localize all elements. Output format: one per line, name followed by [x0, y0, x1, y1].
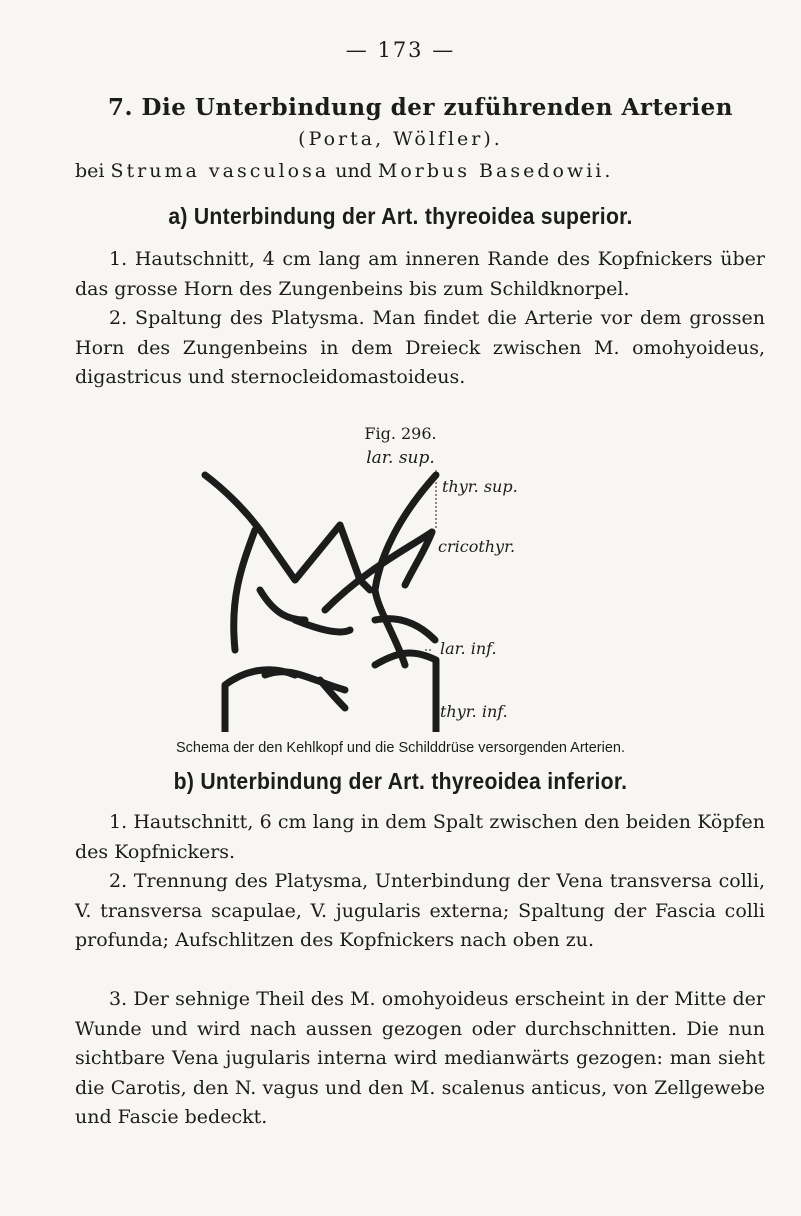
- paragraph-b1: 1. Hautschnitt, 6 cm lang in dem Spalt zwischen den beiden Köpfen des Kopfnickers.: [75, 811, 765, 863]
- section-subtitle: (Porta, Wölfler).: [298, 128, 503, 150]
- paragraph-b2: 2. Trennung des Platysma, Unterbindung der Vena transversa colli, V. transversa scapulae, V. jugularis externa; Spaltung der Fascia colli profunda; Aufschlitzen des Kopfnickers nach oben zu.: [75, 870, 765, 951]
- indication-basedow: Morbus Basedowii.: [377, 160, 614, 182]
- heading-thyreoidea-inferior: b) Unterbindung der Art. thyreoidea inferior.: [173, 768, 628, 794]
- indication-struma: Struma vasculosa: [110, 160, 330, 182]
- label-cricothyr: cricothyr.: [438, 537, 516, 556]
- right-middle-branch: [375, 619, 435, 640]
- heading-thyreoidea-superior: a) Unterbindung der Art. thyreoidea superior.: [168, 203, 633, 229]
- indication-mid: und: [329, 160, 378, 182]
- paragraph-a2: 2. Spaltung des Platysma. Man findet die Arterie vor dem grossen Horn des Zungenbeins in dem Dreieck zwischen M. omohyoideus, digastricus und sternocleidomastoideus.: [75, 307, 765, 388]
- label-thyr-sup: thyr. sup.: [442, 477, 518, 496]
- section-title: 7. Die Unterbindung der zuführenden Arterien: [108, 94, 733, 121]
- label-leaders: [425, 470, 436, 650]
- paragraph-a1: 1. Hautschnitt, 4 cm lang am inneren Rande des Kopfnickers über das grosse Horn des Zungenbeins bis zum Schildknorpel.: [75, 248, 765, 300]
- left-lateral-vessel: [234, 530, 255, 650]
- page-number: — 173 —: [345, 38, 456, 62]
- figure-caption: Schema der den Kehlkopf und die Schilddrüse versorgenden Arterien.: [176, 740, 625, 756]
- arterial-vessels: [205, 475, 436, 732]
- left-inferior-artery: [225, 670, 295, 732]
- indication-prefix: bei: [75, 160, 111, 182]
- label-thyr-inf: thyr. inf.: [440, 702, 508, 721]
- left-superior-artery: [205, 475, 370, 590]
- paragraph-b3: 3. Der sehnige Theil des M. omohyoideus erscheint in der Mitte der Wunde und wird nach aussen gezogen oder durchschnitten. Die nun sichtbare Vena jugularis interna wird medianwärts gezogen: man sieht die Carotis, den N. vagus und den M. scalenus anticus, von Zellgewebe und Fascie bedeckt.: [75, 988, 765, 1128]
- left-lower-branch: [260, 590, 305, 620]
- arterial-schema-figure: [200, 470, 620, 732]
- label-lar-inf: lar. inf.: [440, 639, 497, 658]
- figure-number: Fig. 296.: [364, 424, 437, 443]
- label-lar-sup: lar. sup.: [366, 448, 435, 468]
- section-subtitle-indication: [75, 160, 755, 182]
- left-inferior-branch: [265, 672, 345, 690]
